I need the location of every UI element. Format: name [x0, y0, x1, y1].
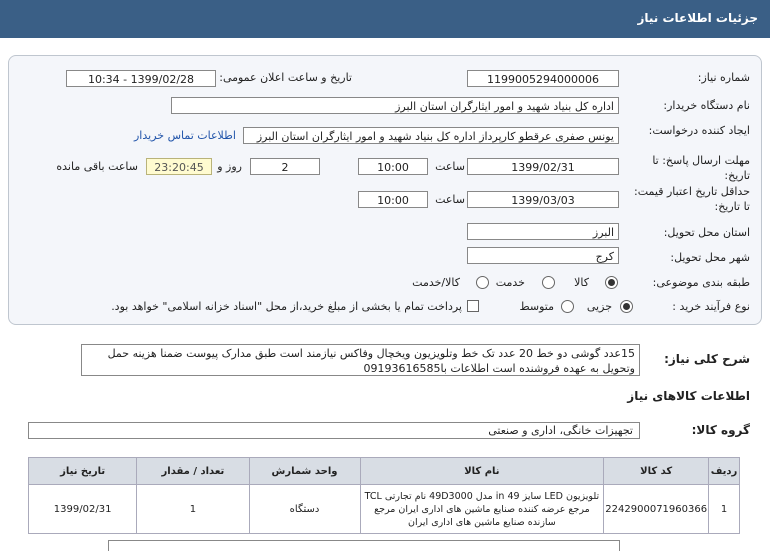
announce-datetime-field: 1399/02/28 - 10:34: [66, 70, 216, 87]
goods-group-field: تجهیزات خانگی، اداری و صنعتی: [28, 422, 640, 439]
column-header-quantity: تعداد / مقدار: [137, 458, 249, 485]
need-date-cell: 1399/02/31: [29, 485, 137, 534]
process-medium-radio[interactable]: [561, 300, 574, 313]
process-minor-label: جزیی: [586, 300, 612, 313]
province-label: استان محل تحویل:: [663, 226, 750, 239]
announce-datetime-label: تاریخ و ساعت اعلان عمومی:: [219, 71, 352, 84]
creator-label: ایجاد کننده درخواست:: [648, 124, 750, 137]
process-medium-label: متوسط: [519, 300, 554, 313]
creator-field: یونس صفری عرقطو کارپرداز اداره کل بنیاد شهید و امور ایثارگران استان البرز: [243, 127, 619, 144]
category-goods-radio[interactable]: [605, 276, 618, 289]
days-label: روز و: [217, 160, 242, 173]
time-remaining-label: ساعت باقی مانده: [56, 160, 138, 173]
goods-section-title: اطلاعات کالاهای نیاز: [627, 389, 750, 403]
process-minor-radio[interactable]: [620, 300, 633, 313]
column-header-name: نام کالا: [360, 458, 604, 485]
category-goods-label: کالا: [574, 276, 589, 289]
goods-table: [28, 457, 740, 534]
need-number-field: 1199005294000006: [467, 70, 619, 87]
table-row: [29, 485, 740, 534]
deadline-time-field: 10:00: [358, 158, 428, 175]
validity-date-field: 1399/03/03: [467, 191, 619, 208]
quantity-cell: 1: [137, 485, 249, 534]
page-title: جزئیات اطلاعات نیاز: [637, 11, 758, 25]
deadline-label: مهلت ارسال پاسخ: تا تاریخ:: [652, 154, 750, 182]
process-type-label: نوع فرآیند خرید :: [672, 300, 750, 313]
province-field: البرز: [467, 223, 619, 240]
category-goods-service-label: کالا/خدمت: [412, 276, 460, 289]
need-number-label: شماره نیاز:: [697, 71, 750, 84]
validity-label: حداقل تاریخ اعتبار قیمت: تا تاریخ:: [634, 185, 750, 213]
validity-time-field: 10:00: [358, 191, 428, 208]
column-header-code: کد کالا: [604, 458, 709, 485]
description-field: 15عدد گوشی دو خط 20 عدد تک خط وتلویزیون ویخچال وفاکس نیازمند است طبق مدارک پیوست ضمنا هزینه حمل وتحویل به عهده فروشنده است اطلاعات با09193616585: [81, 344, 640, 376]
treasury-payment-checkbox[interactable]: [467, 300, 479, 312]
buyer-contact-link[interactable]: اطلاعات تماس خریدار: [134, 129, 236, 142]
description-label: شرح کلی نیاز:: [664, 352, 750, 366]
column-header-unit: واحد شمارش: [249, 458, 360, 485]
column-header-need-date: تاریخ نیاز: [29, 458, 137, 485]
category-service-radio[interactable]: [542, 276, 555, 289]
deadline-date-field: 1399/02/31: [467, 158, 619, 175]
row-number-cell: 1: [709, 485, 740, 534]
time-remaining-field: 23:20:45: [146, 158, 212, 175]
city-label: شهر محل تحویل:: [670, 251, 750, 264]
city-field: کرج: [467, 247, 619, 264]
category-service-label: خدمت: [495, 276, 525, 289]
goods-name-cell: تلویزیون LED سایز 49 in مدل 49D3000 نام تجارتی TCL مرجع عرضه کننده صنایع ماشین های اداری ایران مرجع سازنده صنایع ماشین های اداری ایران: [360, 485, 604, 534]
treasury-payment-note: پرداخت تمام یا بخشی از مبلغ خرید،از محل "اسناد خزانه اسلامی" خواهد بود.: [111, 300, 462, 313]
buyer-org-field: اداره کل بنیاد شهید و امور ایثارگران استان البرز: [171, 97, 619, 114]
category-goods-service-radio[interactable]: [476, 276, 489, 289]
days-remaining-field: 2: [250, 158, 320, 175]
title-bar: [0, 0, 770, 38]
goods-code-cell: 2242900071960366: [604, 485, 709, 534]
next-section-box: [108, 540, 620, 551]
unit-cell: دستگاه: [249, 485, 360, 534]
category-label: طبقه بندی موضوعی:: [652, 276, 750, 289]
goods-group-label: گروه کالا:: [691, 423, 750, 437]
goods-table-header: [29, 458, 740, 485]
column-header-row: ردیف: [709, 458, 740, 485]
deadline-time-label: ساعت: [435, 160, 465, 173]
validity-time-label: ساعت: [435, 193, 465, 206]
buyer-org-label: نام دستگاه خریدار:: [663, 99, 750, 112]
